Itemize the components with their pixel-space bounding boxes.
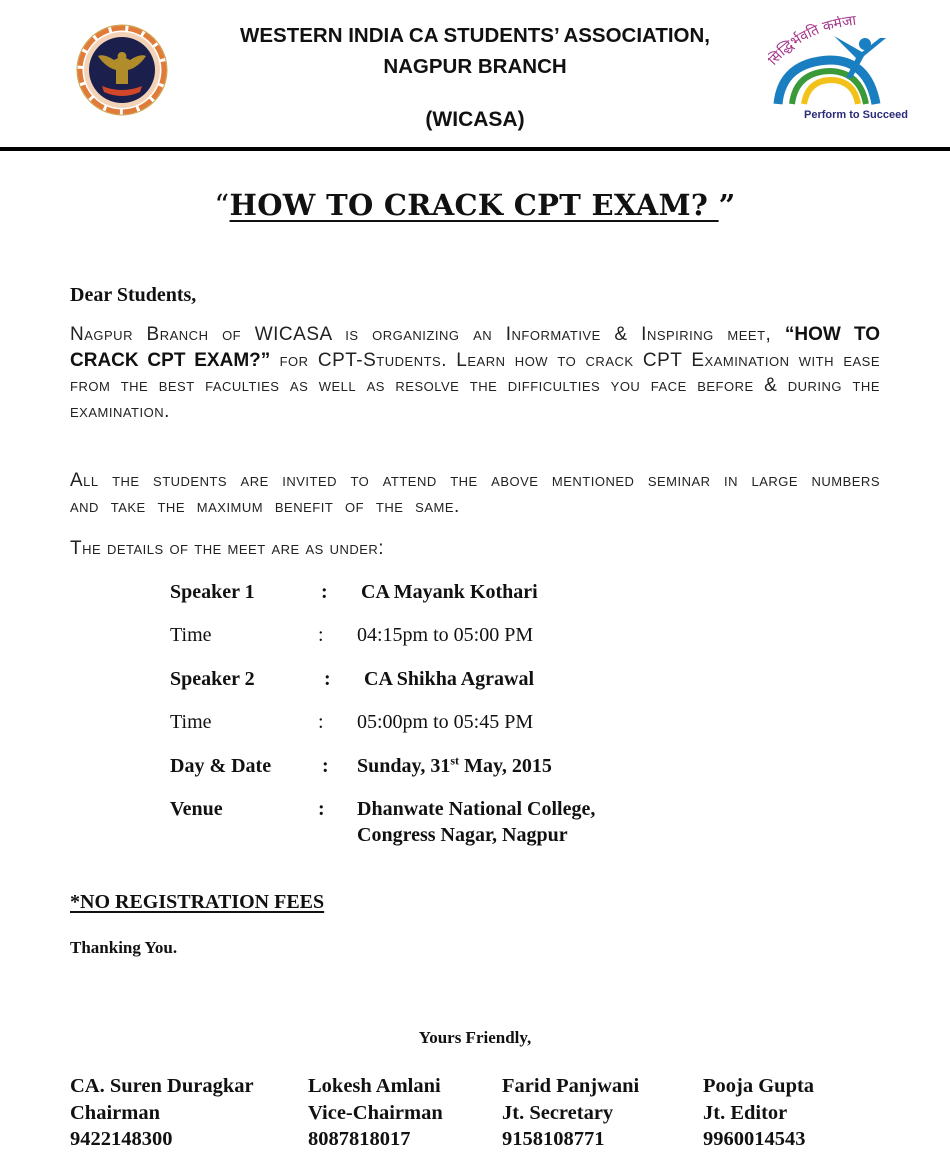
detail-separator: : bbox=[318, 798, 325, 820]
date-ordinal-suffix: st bbox=[450, 753, 460, 768]
signatory-role: Chairman bbox=[70, 1101, 160, 1124]
perform-to-succeed-logo bbox=[768, 16, 908, 122]
intro-event-name: “HOW TO CRACK CPT EXAM?” bbox=[70, 324, 880, 371]
venue-line-2: Congress Nagar, Nagpur bbox=[357, 824, 568, 846]
detail-separator: : bbox=[318, 624, 324, 646]
detail-separator: : bbox=[322, 755, 329, 777]
title-open-quote: “ bbox=[214, 188, 230, 222]
signatory-jt-editor bbox=[703, 1073, 814, 1153]
detail-label: Time bbox=[170, 624, 212, 646]
page-title bbox=[0, 188, 950, 222]
hindi-motto-text: द्धिर्भवति कर्मजा bbox=[775, 16, 858, 60]
detail-value: CA Mayank Kothari bbox=[361, 581, 538, 603]
signatory-vice-chairman bbox=[308, 1073, 443, 1153]
signatory-phone: 8087818017 bbox=[308, 1128, 411, 1150]
signatory-name: CA. Suren Duragkar bbox=[70, 1075, 254, 1097]
detail-label: Venue bbox=[170, 798, 223, 820]
detail-separator: : bbox=[318, 711, 324, 733]
no-registration-fees-note: *NO REGISTRATION FEES bbox=[70, 891, 325, 913]
title-text: HOW TO CRACK CPT EXAM? bbox=[229, 188, 719, 222]
detail-separator: : bbox=[324, 668, 331, 690]
signatory-role: Vice-Chairman bbox=[308, 1101, 443, 1124]
signatory-phone: 9158108771 bbox=[502, 1128, 605, 1150]
signatory-role: Jt. Editor bbox=[703, 1101, 788, 1124]
venue-line-1: Dhanwate National College, bbox=[357, 798, 596, 820]
invitation-paragraph: All the students are invited to attend the above mentioned seminar in large numbers and take the maximum benefit of the same. bbox=[70, 470, 880, 517]
salutation: Dear Students, bbox=[70, 284, 197, 306]
header-divider bbox=[0, 147, 950, 151]
closing-line: Thanking You. bbox=[70, 938, 178, 957]
date-month-year: May, 2015 bbox=[459, 755, 552, 777]
detail-value: 05:00pm to 05:45 PM bbox=[357, 711, 534, 733]
intro-text-start: Nagpur Branch of WICASA is organizing an Informative & Inspiring meet, bbox=[70, 324, 785, 345]
detail-label: Speaker 1 bbox=[170, 581, 255, 603]
icai-emblem-logo bbox=[72, 22, 172, 118]
detail-value: 04:15pm to 05:00 PM bbox=[357, 624, 534, 646]
signatory-phone: 9422148300 bbox=[70, 1128, 173, 1150]
org-abbreviation: (WICASA) bbox=[425, 108, 525, 131]
signatory-name: Lokesh Amlani bbox=[308, 1075, 441, 1097]
org-name-line1: WESTERN INDIA CA STUDENTS’ ASSOCIATION, bbox=[240, 24, 710, 47]
signatory-name: Pooja Gupta bbox=[703, 1075, 815, 1097]
intro-paragraph bbox=[70, 322, 880, 424]
signatory-name: Farid Panjwani bbox=[502, 1075, 640, 1097]
detail-separator: : bbox=[321, 581, 328, 603]
title-close-quote: ” bbox=[718, 188, 736, 222]
signatory-jt-secretary bbox=[502, 1073, 639, 1153]
signoff: Yours Friendly, bbox=[418, 1028, 532, 1047]
detail-label: Day & Date bbox=[170, 755, 272, 777]
org-name-line2: NAGPUR BRANCH bbox=[383, 55, 567, 78]
signatory-role: Jt. Secretary bbox=[502, 1101, 614, 1124]
logo-tagline: Perform to Succeed bbox=[804, 109, 908, 121]
detail-value: CA Shikha Agrawal bbox=[364, 668, 535, 690]
intro-text-end: for CPT-Students. Learn how to crack CPT Examination with ease from the best faculties as well as resolve the difficulties you face before & during the examination. bbox=[70, 349, 881, 422]
detail-label: Speaker 2 bbox=[170, 668, 255, 690]
signatory-chairman bbox=[70, 1073, 254, 1153]
date-main: Sunday, 31 bbox=[357, 755, 451, 777]
detail-label: Time bbox=[170, 711, 212, 733]
signatory-phone: 9960014543 bbox=[703, 1128, 806, 1150]
details-intro: The details of the meet are as under: bbox=[70, 538, 385, 559]
detail-value bbox=[357, 752, 552, 780]
